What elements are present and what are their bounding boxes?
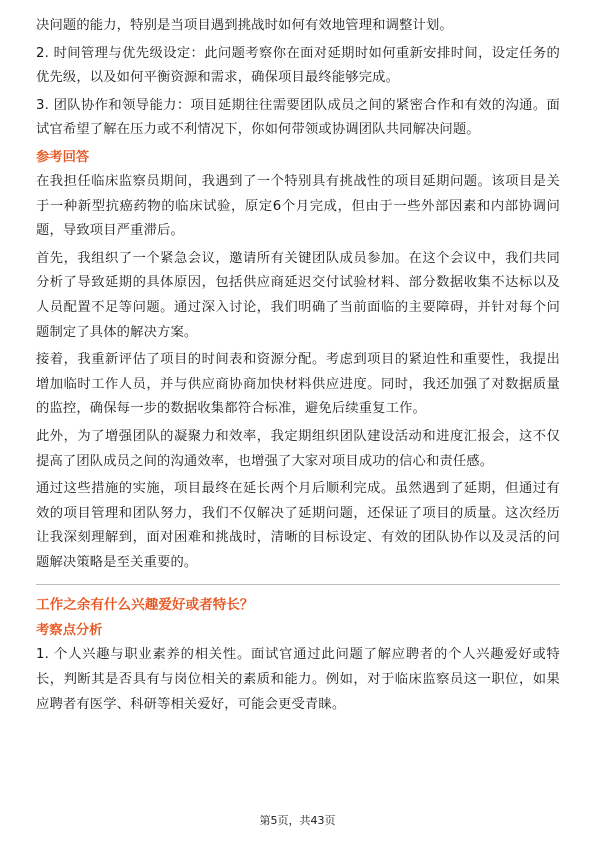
answer-paragraph-4: 此外，为了增强团队的凝聚力和效率，我定期组织团队建设活动和进度汇报会，这不仅提高了团队成员之间的沟通效率，也增强了大家对项目成功的信心和责任感。 (36, 428, 560, 469)
intro-continuation: 决问题的能力，特别是当项目遇到挑战时如何有效地管理和调整计划。 (36, 18, 453, 33)
answer-label: 参考回答 (36, 149, 90, 165)
section-divider (36, 584, 560, 585)
analysis-point-1: 1. 个人兴趣与职业素养的相关性。面试官通过此问题了解应聘者的个人兴趣爱好或特长，判断其是否具有与岗位相关的素质和能力。例如，对于临床监察员这一职位，如果应聘者有医学、科研等相关爱好，可能会更受青睐。 (36, 647, 560, 712)
document-body (36, 14, 560, 720)
intro-point-2: 2. 时间管理与优先级设定：此问题考察你在面对延期时如何重新安排时间，设定任务的优先级，以及如何平衡资源和需求，确保项目最终能够完成。 (36, 45, 560, 86)
intro-point-3: 3. 团队协作和领导能力：项目延期往往需要团队成员之间的紧密合作和有效的沟通。面试官希望了解在压力或不利情况下，你如何带领或协调团队共同解决问题。 (36, 97, 560, 138)
question-title: 工作之余有什么兴趣爱好或者特长？ (36, 597, 254, 614)
answer-paragraph-2: 首先，我组织了一个紧急会议，邀请所有关键团队成员参加。在这个会议中，我们共同分析了导致延期的具体原因，包括供应商延迟交付试验材料、部分数据收集不达标以及人员配置不足等问题。通过深入讨论，我们明确了当前面临的主要障碍，并针对每个问题制定了具体的解决方案。 (36, 250, 560, 340)
answer-paragraph-1: 在我担任临床监察员期间，我遇到了一个特别具有挑战性的项目延期问题。该项目是关于一种新型抗癌药物的临床试验，原定6个月完成，但由于一些外部因素和内部协调问题，导致项目严重滞后。 (36, 173, 560, 239)
answer-paragraph-3: 接着，我重新评估了项目的时间表和资源分配。考虑到项目的紧迫性和重要性，我提出增加临时工作人员，并与供应商协商加快材料供应进度。同时，我还加强了对数据质量的监控，确保每一步的数据收集都符合标准，避免后续重复工作。 (36, 352, 560, 417)
analysis-label: 考察点分析 (36, 623, 103, 639)
answer-paragraph-5: 通过这些措施的实施，项目最终在延长两个月后顺利完成。虽然遇到了延期，但通过有效的项目管理和团队努力，我们不仅解决了延期问题，还保证了项目的质量。这次经历让我深刻理解到，面对困难和挑战时，清晰的目标设定、有效的团队协作以及灵活的问题解决策略是至关重要的。 (36, 481, 560, 570)
page-footer: 第5页，共43页 (259, 814, 336, 827)
